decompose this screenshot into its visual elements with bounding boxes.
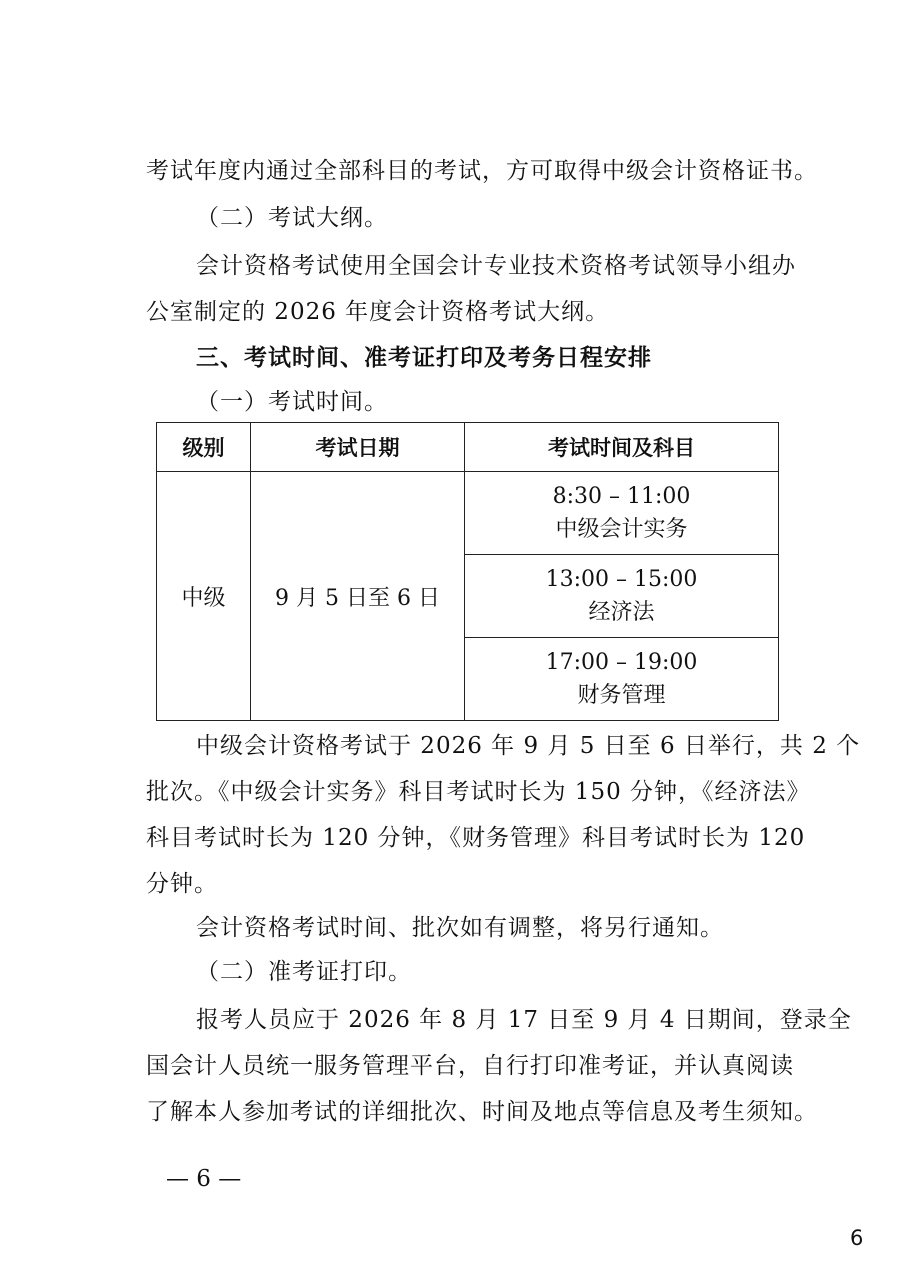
section-heading: 三、考试时间、准考证打印及考务日程安排 (196, 345, 652, 371)
paragraph-line: 考试年度内通过全部科目的考试，方可取得中级会计资格证书。 (146, 158, 818, 184)
cell-slot-1 (465, 472, 779, 555)
paragraph-line: 科目考试时长为 120 分钟，《财务管理》科目考试时长为 120 (146, 825, 806, 851)
paragraph-line: 中级会计资格考试于 2026 年 9 月 5 日至 6 日举行，共 2 个 (196, 733, 861, 759)
slot-subject: 财务管理 (577, 683, 666, 708)
paragraph-line: 了解本人参加考试的详细批次、时间及地点等信息及考生须知。 (146, 1099, 818, 1125)
slot-subject: 中级会计实务 (555, 517, 688, 542)
subheading-outline: （二）考试大纲。 (196, 205, 388, 231)
paragraph-line: 报考人员应于 2026 年 8 月 17 日至 9 月 4 日期间，登录全 (196, 1007, 852, 1033)
paragraph-line: 会计资格考试使用全国会计专业技术资格考试领导小组办 (196, 253, 796, 279)
paragraph-line: 国会计人员统一服务管理平台，自行打印准考证，并认真阅读 (146, 1053, 794, 1079)
corner-page-number: 6 (850, 1226, 864, 1250)
slot-subject: 经济法 (588, 600, 655, 625)
subheading-ticket: （二）准考证打印。 (196, 959, 412, 985)
table-header-row (157, 423, 779, 472)
header-level: 级别 (157, 423, 251, 472)
slot-time: 13:00 – 15:00 (545, 567, 698, 592)
table-row (157, 472, 779, 555)
paragraph-line: 会计资格考试时间、批次如有调整，将另行通知。 (196, 915, 724, 941)
cell-slot-3 (465, 638, 779, 721)
exam-schedule-table (156, 422, 779, 721)
slot-time: 17:00 – 19:00 (545, 650, 698, 675)
cell-date: 9 月 5 日至 6 日 (251, 472, 465, 721)
paragraph-line: 公室制定的 2026 年度会计资格考试大纲。 (146, 299, 610, 325)
page-number-marker: — 6 — (166, 1166, 242, 1192)
header-time-subject: 考试时间及科目 (465, 423, 779, 472)
paragraph-line: 分钟。 (146, 871, 218, 897)
slot-time: 8:30 – 11:00 (552, 484, 691, 509)
paragraph-line: 批次。《中级会计实务》科目考试时长为 150 分钟，《经济法》 (146, 779, 811, 805)
cell-slot-2 (465, 555, 779, 638)
cell-level: 中级 (157, 472, 251, 721)
header-date: 考试日期 (251, 423, 465, 472)
subheading-time: （一）考试时间。 (196, 389, 388, 415)
